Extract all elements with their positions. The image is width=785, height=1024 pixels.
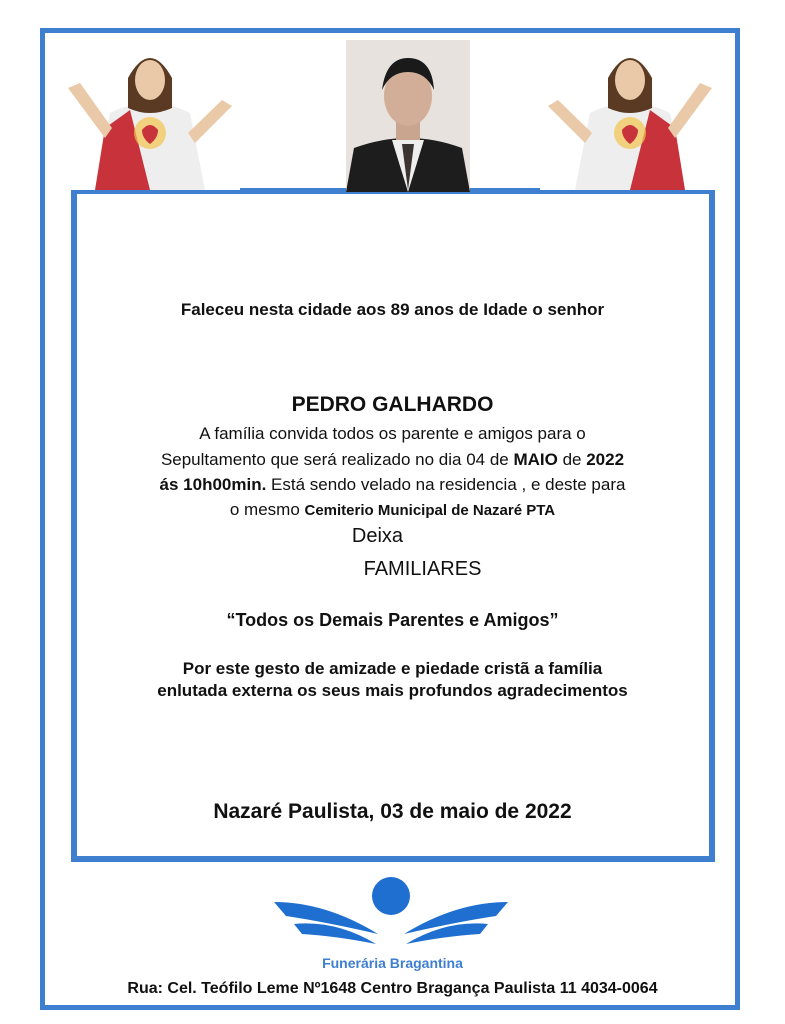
invitation-line-3 [0, 475, 785, 495]
cemetery-prefix: o mesmo [229, 500, 305, 519]
sacred-heart-jesus-left-image [60, 38, 240, 190]
notice-date: Nazaré Paulista, 03 de maio de 2022 [213, 800, 572, 823]
burial-time: ás 10h00min. [159, 475, 267, 494]
burial-month: MAIO [513, 450, 558, 469]
funeral-home-address: Rua: Cel. Teófilo Leme Nº1648 Centro Bragança Paulista 11 4034-0064 [127, 980, 658, 997]
funeral-home-logo [266, 872, 516, 952]
thanks-line-2: enlutada externa os seus mais profundos agradecimentos [157, 681, 628, 700]
sacred-heart-jesus-right-image [540, 38, 720, 190]
funeral-home-name: Funerária Bragantina [322, 955, 463, 971]
invitation-line-2 [0, 450, 785, 470]
thanks-line-1: Por este gesto de amizade e piedade cristã a família [182, 659, 603, 678]
wake-location-text: Está sendo velado na residencia , e deste para [266, 475, 626, 494]
relatives-quote: “Todos os Demais Parentes e Amigos” [226, 610, 559, 630]
family-label: FAMILIARES [363, 558, 482, 580]
deceased-name: PEDRO GALHARDO [291, 393, 494, 416]
deceased-portrait-image [346, 40, 470, 192]
burial-date-connector: de [557, 450, 587, 469]
leaves-label: Deixa [351, 525, 404, 547]
cemetery-name: Cemiterio Municipal de Nazaré PTA [304, 502, 556, 519]
intro-text: Faleceu nesta cidade aos 89 anos de Idade o senhor [180, 300, 605, 319]
invitation-line-4 [0, 500, 785, 520]
burial-year: 2022 [586, 450, 625, 469]
invitation-line-1: A família convida todos os parente e amigos para o [199, 424, 586, 443]
burial-date-text: Sepultamento que será realizado no dia 04 de [160, 450, 514, 469]
